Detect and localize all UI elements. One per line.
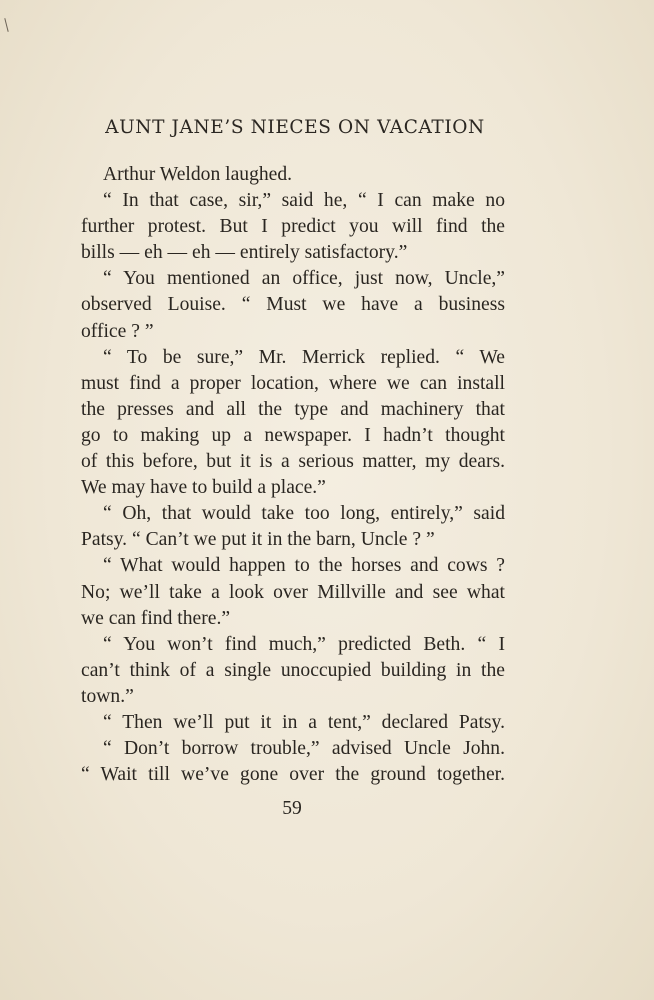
- text-line: We may have to build a place.”: [81, 477, 326, 499]
- text-line: the presses and all the type and machinery that: [81, 398, 505, 420]
- text-line: observed Louise. “ Must we have a business: [81, 294, 505, 316]
- text-line: we can find there.”: [81, 607, 231, 629]
- text-line: must find a proper location, where we can install: [81, 372, 505, 394]
- text-line: “ Wait till we’ve gone over the ground together.: [81, 764, 505, 786]
- text-line: town.”: [81, 685, 134, 707]
- page-number: 59: [282, 798, 302, 819]
- text-line: “ You won’t find much,” predicted Beth. “ I: [103, 633, 505, 655]
- text-line: “ Then we’ll put it in a tent,” declared Patsy.: [103, 711, 505, 733]
- text-line: “ To be sure,” Mr. Merrick replied. “ We: [103, 346, 505, 368]
- text-line: “ You mentioned an office, just now, Uncle,”: [103, 268, 505, 290]
- text-line: further protest. But I predict you will find the: [81, 216, 505, 238]
- text-line: of this before, but it is a serious matter, my dears.: [81, 451, 505, 473]
- text-line: can’t think of a single unoccupied building in the: [81, 659, 505, 681]
- text-line: Arthur Weldon laughed.: [103, 164, 293, 185]
- page-edge-mark: [4, 18, 8, 32]
- running-head: AUNT JANE’S NIECES ON VACATION: [105, 117, 485, 138]
- body-text: [81, 162, 505, 788]
- text-line: “ What would happen to the horses and cows ?: [103, 555, 505, 577]
- text-line: “ Oh, that would take too long, entirely,” said: [103, 503, 505, 525]
- text-line: “ In that case, sir,” said he, “ I can make no: [103, 190, 505, 212]
- text-line: Patsy. “ Can’t we put it in the barn, Uncle ? ”: [81, 529, 435, 551]
- text-line: “ Don’t borrow trouble,” advised Uncle John.: [103, 738, 505, 760]
- text-line: bills — eh — eh — entirely satisfactory.”: [81, 242, 408, 264]
- text-line: No; we’ll take a look over Millville and see what: [81, 581, 505, 603]
- text-line: go to making up a newspaper. I hadn’t thought: [81, 424, 505, 446]
- text-line: office ? ”: [81, 320, 154, 342]
